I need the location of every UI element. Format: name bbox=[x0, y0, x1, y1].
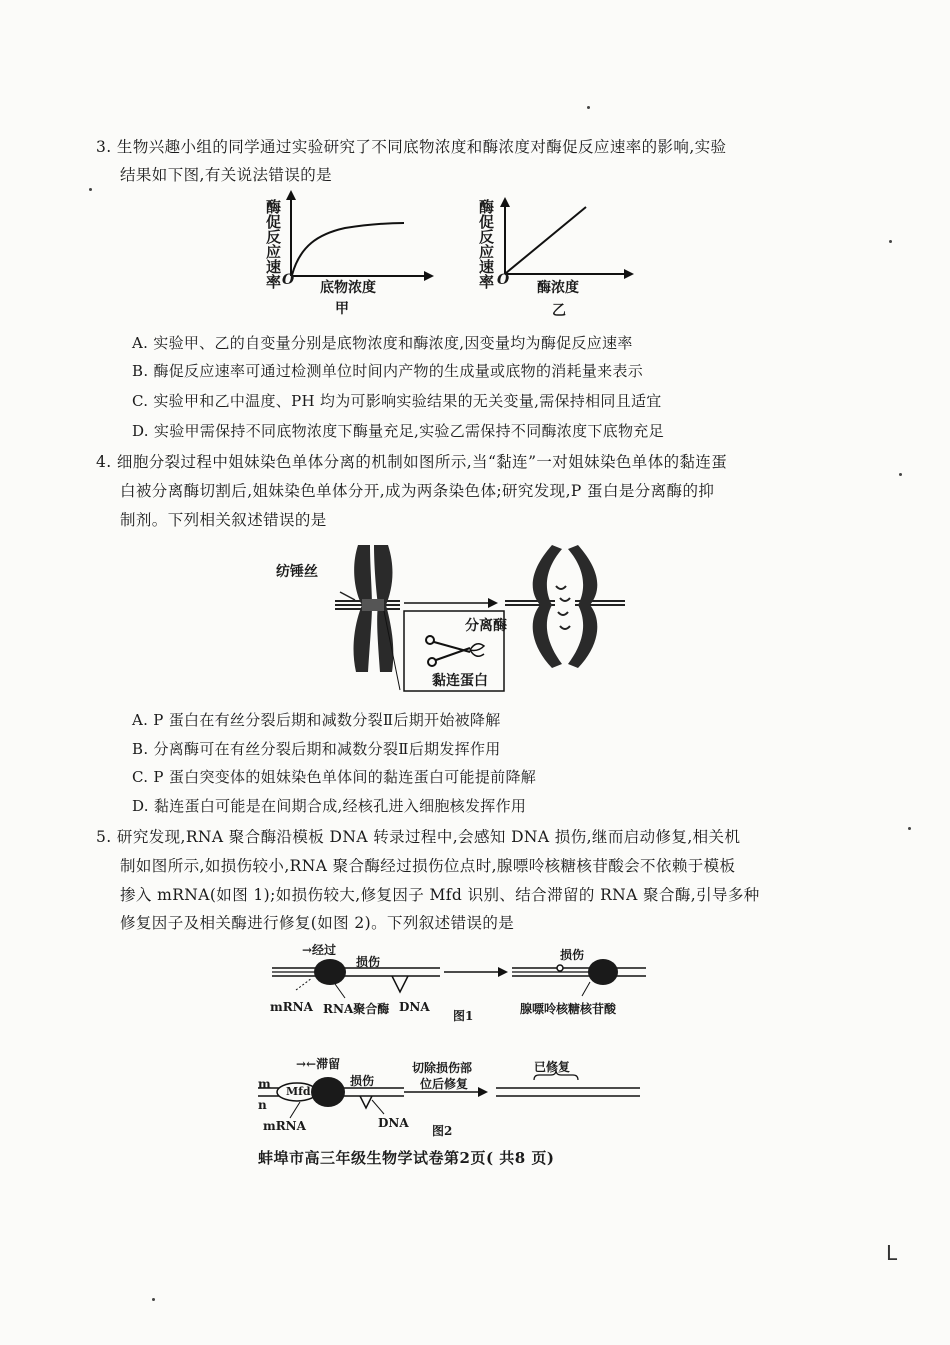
q3-graph-b-caption: 乙 bbox=[552, 303, 566, 319]
q5-fig2-repaired-label: 已修复 bbox=[534, 1060, 571, 1074]
q5-fig2-n-label: n bbox=[258, 1098, 267, 1112]
q4-option-d: D. 黏连蛋白可能是在间期合成,经核孔进入细胞核发挥作用 bbox=[132, 797, 527, 815]
q3-graph-b-xlabel: 酶浓度 bbox=[537, 280, 579, 296]
margin-mark: L bbox=[886, 1241, 898, 1265]
q4-option-c: C. P 蛋白突变体的姐妹染色单体间的黏连蛋白可能提前降解 bbox=[132, 768, 537, 786]
q5-fig1-dna-label: DNA bbox=[399, 1000, 430, 1014]
q3-stem-line2: 结果如下图,有关说法错误的是 bbox=[120, 166, 333, 184]
q4-option-a: A. P 蛋白在有丝分裂后期和减数分裂Ⅱ后期开始被降解 bbox=[132, 711, 501, 729]
q3-graph-a-xlabel: 底物浓度 bbox=[320, 280, 376, 296]
q5-fig2-step-line1: 切除损伤部 bbox=[412, 1061, 473, 1075]
q4-separase-label: 分离酶 bbox=[465, 618, 507, 634]
q5-fig2-m-label: m bbox=[258, 1077, 271, 1091]
q5-fig2-mrna-label: mRNA bbox=[263, 1119, 306, 1133]
q5-fig1-pass-label: →经过 bbox=[302, 943, 337, 957]
q5-stem-line2: 制如图所示,如损伤较小,RNA 聚合酶经过损伤位点时,腺嘌呤核糖核苷酸会不依赖于模板 bbox=[120, 857, 736, 875]
q5-fig2-step-line2: 位后修复 bbox=[420, 1077, 469, 1091]
scan-speck bbox=[89, 188, 92, 191]
q5-stem-line3: 掺入 mRNA(如图 1);如损伤较大,修复因子 Mfd 识别、结合滞留的 RNA 聚合酶,引导多种 bbox=[120, 886, 760, 904]
scan-speck bbox=[587, 106, 590, 109]
q5-fig1-damage-label: 损伤 bbox=[356, 955, 381, 969]
q3-graph-a-ylabel: 酶促反应速率 bbox=[266, 198, 282, 291]
q3-option-a: A. 实验甲、乙的自变量分别是底物浓度和酶浓度,因变量均为酶促反应速率 bbox=[132, 334, 633, 352]
page-footer: 蚌埠市高三年级生物学试卷第2页( 共8 页) bbox=[258, 1149, 555, 1167]
q3-stem-line1: 3. 生物兴趣小组的同学通过实验研究了不同底物浓度和酶浓度对酶促反应速率的影响,实验 bbox=[96, 138, 727, 156]
q5-fig1-mrna-label: mRNA bbox=[270, 1000, 313, 1014]
q5-fig2-caption: 图2 bbox=[432, 1124, 453, 1138]
q4-cohesin-label: 黏连蛋白 bbox=[432, 673, 488, 689]
scan-speck bbox=[889, 240, 892, 243]
scan-speck bbox=[908, 827, 911, 830]
scan-speck bbox=[899, 473, 902, 476]
q5-fig1-polymerase-label: RNA聚合酶 bbox=[323, 1002, 390, 1016]
q5-fig1-adenine-label: 腺嘌呤核糖核苷酸 bbox=[520, 1002, 617, 1016]
q4-spindle-label: 纺锤丝 bbox=[276, 564, 318, 580]
q4-option-b: B. 分离酶可在有丝分裂后期和减数分裂Ⅱ后期发挥作用 bbox=[132, 740, 501, 758]
q5-fig2-mfd-label: Mfd bbox=[286, 1085, 311, 1098]
q5-fig2-stall-label: →←滞留 bbox=[296, 1057, 341, 1071]
q3-graph-b-origin: O bbox=[497, 272, 510, 288]
q5-fig2-dna-label: DNA bbox=[378, 1116, 409, 1130]
q4-stem-line2: 白被分离酶切割后,姐妹染色单体分开,成为两条染色体;研究发现,P 蛋白是分离酶的抑 bbox=[120, 482, 715, 500]
q3-graph-a-origin: O bbox=[282, 272, 295, 288]
q3-graph-a-caption: 甲 bbox=[335, 301, 349, 317]
q3-graph-b-ylabel: 酶促反应速率 bbox=[479, 198, 495, 291]
q3-option-d: D. 实验甲需保持不同底物浓度下酶量充足,实验乙需保持不同酶浓度下底物充足 bbox=[132, 422, 664, 440]
q3-option-b: B. 酶促反应速率可通过检测单位时间内产物的生成量或底物的消耗量来表示 bbox=[132, 362, 644, 380]
q5-stem-line1: 5. 研究发现,RNA 聚合酶沿模板 DNA 转录过程中,会感知 DNA 损伤,继而启动修复,相关机 bbox=[96, 828, 741, 846]
q5-fig1-caption: 图1 bbox=[453, 1009, 474, 1023]
q5-fig1-damage-right-label: 损伤 bbox=[560, 948, 585, 962]
q4-stem-line1: 4. 细胞分裂过程中姐妹染色单体分离的机制如图所示,当“黏连”一对姐妹染色单体的黏连蛋 bbox=[96, 453, 728, 471]
q5-fig2-damage-label: 损伤 bbox=[350, 1074, 375, 1088]
q3-option-c: C. 实验甲和乙中温度、PH 均为可影响实验结果的无关变量,需保持相同且适宜 bbox=[132, 392, 662, 410]
scan-speck bbox=[152, 1298, 155, 1301]
q4-stem-line3: 制剂。下列相关叙述错误的是 bbox=[120, 511, 327, 529]
q5-stem-line4: 修复因子及相关酶进行修复(如图 2)。下列叙述错误的是 bbox=[120, 914, 515, 932]
